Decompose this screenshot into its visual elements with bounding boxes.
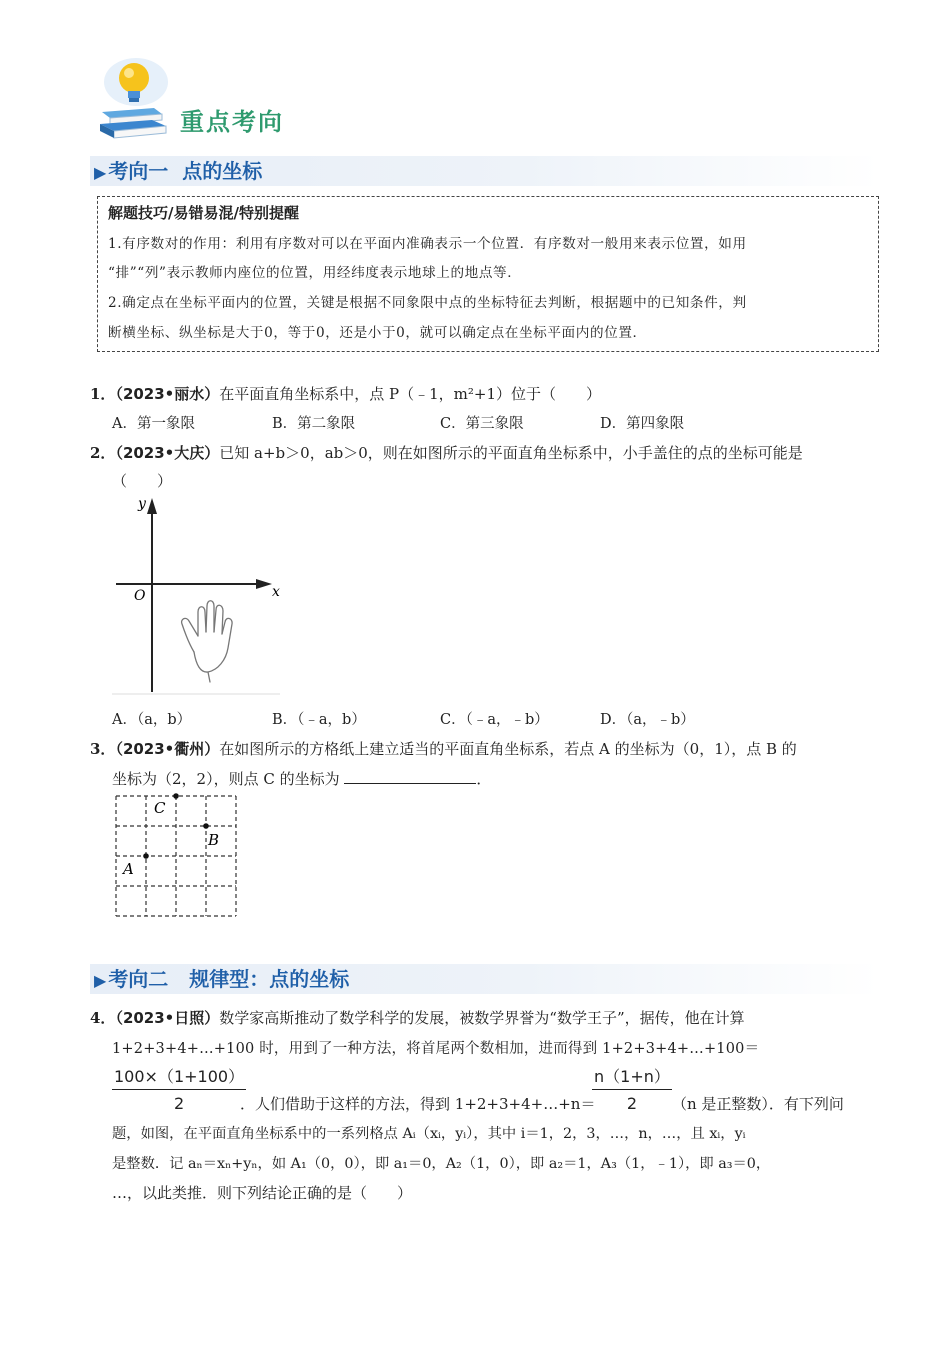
question-3 [90, 738, 797, 759]
x-axis-arrow [256, 579, 272, 589]
grid-figure [112, 792, 242, 922]
fraction-1 [112, 1064, 246, 1113]
fraction-2-numerator: n（1+n） [592, 1064, 672, 1090]
fraction-1-numerator: 100×（1+100） [112, 1064, 246, 1090]
origin-label: O [134, 588, 146, 604]
option-c: C．第三象限 [440, 416, 524, 432]
question-4-line-2: 1+2+3+4+…+100 时，用到了一种方法，将首尾两个数相加，进而得到 1+2+3+4+…+100＝ [112, 1041, 760, 1057]
tips-line-3: 2.确定点在坐标平面内的位置，关键是根据不同象限中点的坐标特征去判断，根据题中的已知条件，判 [108, 295, 747, 311]
triangle-icon: ▶ [94, 163, 107, 182]
question-source: （2023•丽水） [115, 385, 220, 403]
question-4-line-3b: （n 是正整数）．有下列问 [672, 1095, 844, 1113]
question-text: 在平面直角坐标系中，点 P（﹣1，m²+1）位于（ ） [219, 385, 602, 403]
fraction-2 [592, 1064, 672, 1113]
question-source: （2023•大庆） [115, 444, 220, 462]
tips-line-4: 断横坐标、纵坐标是大于0，等于0，还是小于0，就可以确定点在坐标平面内的位置． [108, 325, 647, 341]
section-title-1: 考向一 点的坐标 [108, 159, 263, 183]
option-c: C．（﹣a，﹣b） [440, 712, 549, 728]
tips-line-2: “排”“列”表示教师内座位的位置，用经纬度表示地球上的地点等． [108, 265, 522, 281]
dashed-grid [116, 796, 236, 916]
coordinate-plane-figure [112, 492, 292, 698]
question-number: 3． [90, 740, 116, 758]
section-header-1 [90, 156, 880, 186]
section-title-2: 考向二 规律型：点的坐标 [108, 967, 350, 991]
option-d: D．第四象限 [600, 416, 685, 432]
question-2-bracket: （ ） [112, 472, 173, 490]
x-axis-label: x [272, 584, 280, 600]
question-4-line-5: 是整数．记 aₙ＝xₙ+yₙ，如 A₁（0，0），即 a₁＝0，A₂（1，0），即 a₂＝1，A₃（1，﹣1），即 a₃＝0， [112, 1156, 771, 1172]
triangle-icon: ▶ [94, 971, 107, 990]
label-c: C [154, 799, 166, 817]
question-text: 在如图所示的方格纸上建立适当的平面直角坐标系，若点 A 的坐标为（0，1），点 B 的 [219, 740, 797, 758]
question-number: 1． [90, 385, 116, 403]
y-axis-label: y [138, 496, 146, 512]
tips-title: 解题技巧/易错易混/特别提醒 [108, 204, 299, 222]
option-d: D．（a，﹣b） [600, 712, 695, 728]
question-4-line-6: …，以此类推．则下列结论正确的是（ ） [112, 1184, 413, 1202]
question-1 [90, 383, 601, 404]
lightbulb-books-icon [96, 58, 176, 140]
y-axis-arrow [147, 498, 157, 514]
fraction-1-denominator: 2 [173, 1094, 185, 1113]
answer-blank[interactable] [344, 767, 476, 784]
question-4 [90, 1007, 745, 1028]
question-4-line-4: 题，如图，在平面直角坐标系中的一系列格点 Aᵢ（xᵢ，yᵢ），其中 i＝1，2，3，…，n，…，且 xᵢ，yᵢ [112, 1126, 746, 1142]
tips-box [97, 196, 879, 352]
question-text: 数学家高斯推动了数学科学的发展，被数学界誉为“数学王子”，据传，他在计算 [219, 1009, 745, 1027]
hand-icon [182, 601, 232, 682]
option-a: A．（a，b） [112, 712, 192, 728]
page-title: 重点考向 [180, 108, 284, 136]
question-number: 2． [90, 444, 116, 462]
question-3-line-2: 坐标为（2，2），则点 C 的坐标为 ． [112, 767, 491, 789]
point-a [143, 853, 149, 859]
tips-line-1: 1.有序数对的作用：利用有序数对可以在平面内准确表示一个位置．有序数对一般用来表示位置，如用 [108, 236, 747, 252]
point-c [173, 793, 179, 799]
question-source: （2023•衢州） [115, 740, 220, 758]
question-number: 4． [90, 1009, 116, 1027]
question-4-line-3a: ．人们借助于这样的方法，得到 1+2+3+4+…+n＝ [240, 1095, 596, 1113]
option-b: B．（﹣a，b） [272, 712, 366, 728]
question-2 [90, 442, 803, 463]
question-source: （2023•日照） [115, 1009, 220, 1027]
section-header-2 [90, 964, 880, 994]
option-b: B．第二象限 [272, 416, 356, 432]
question-text: 已知 a+b＞0，ab＞0，则在如图所示的平面直角坐标系中，小手盖住的点的坐标可能是 [219, 444, 803, 462]
point-b [203, 823, 209, 829]
label-a: A [123, 860, 134, 878]
option-a: A．第一象限 [112, 416, 195, 432]
label-b: B [208, 831, 220, 849]
fraction-2-denominator: 2 [626, 1094, 638, 1113]
